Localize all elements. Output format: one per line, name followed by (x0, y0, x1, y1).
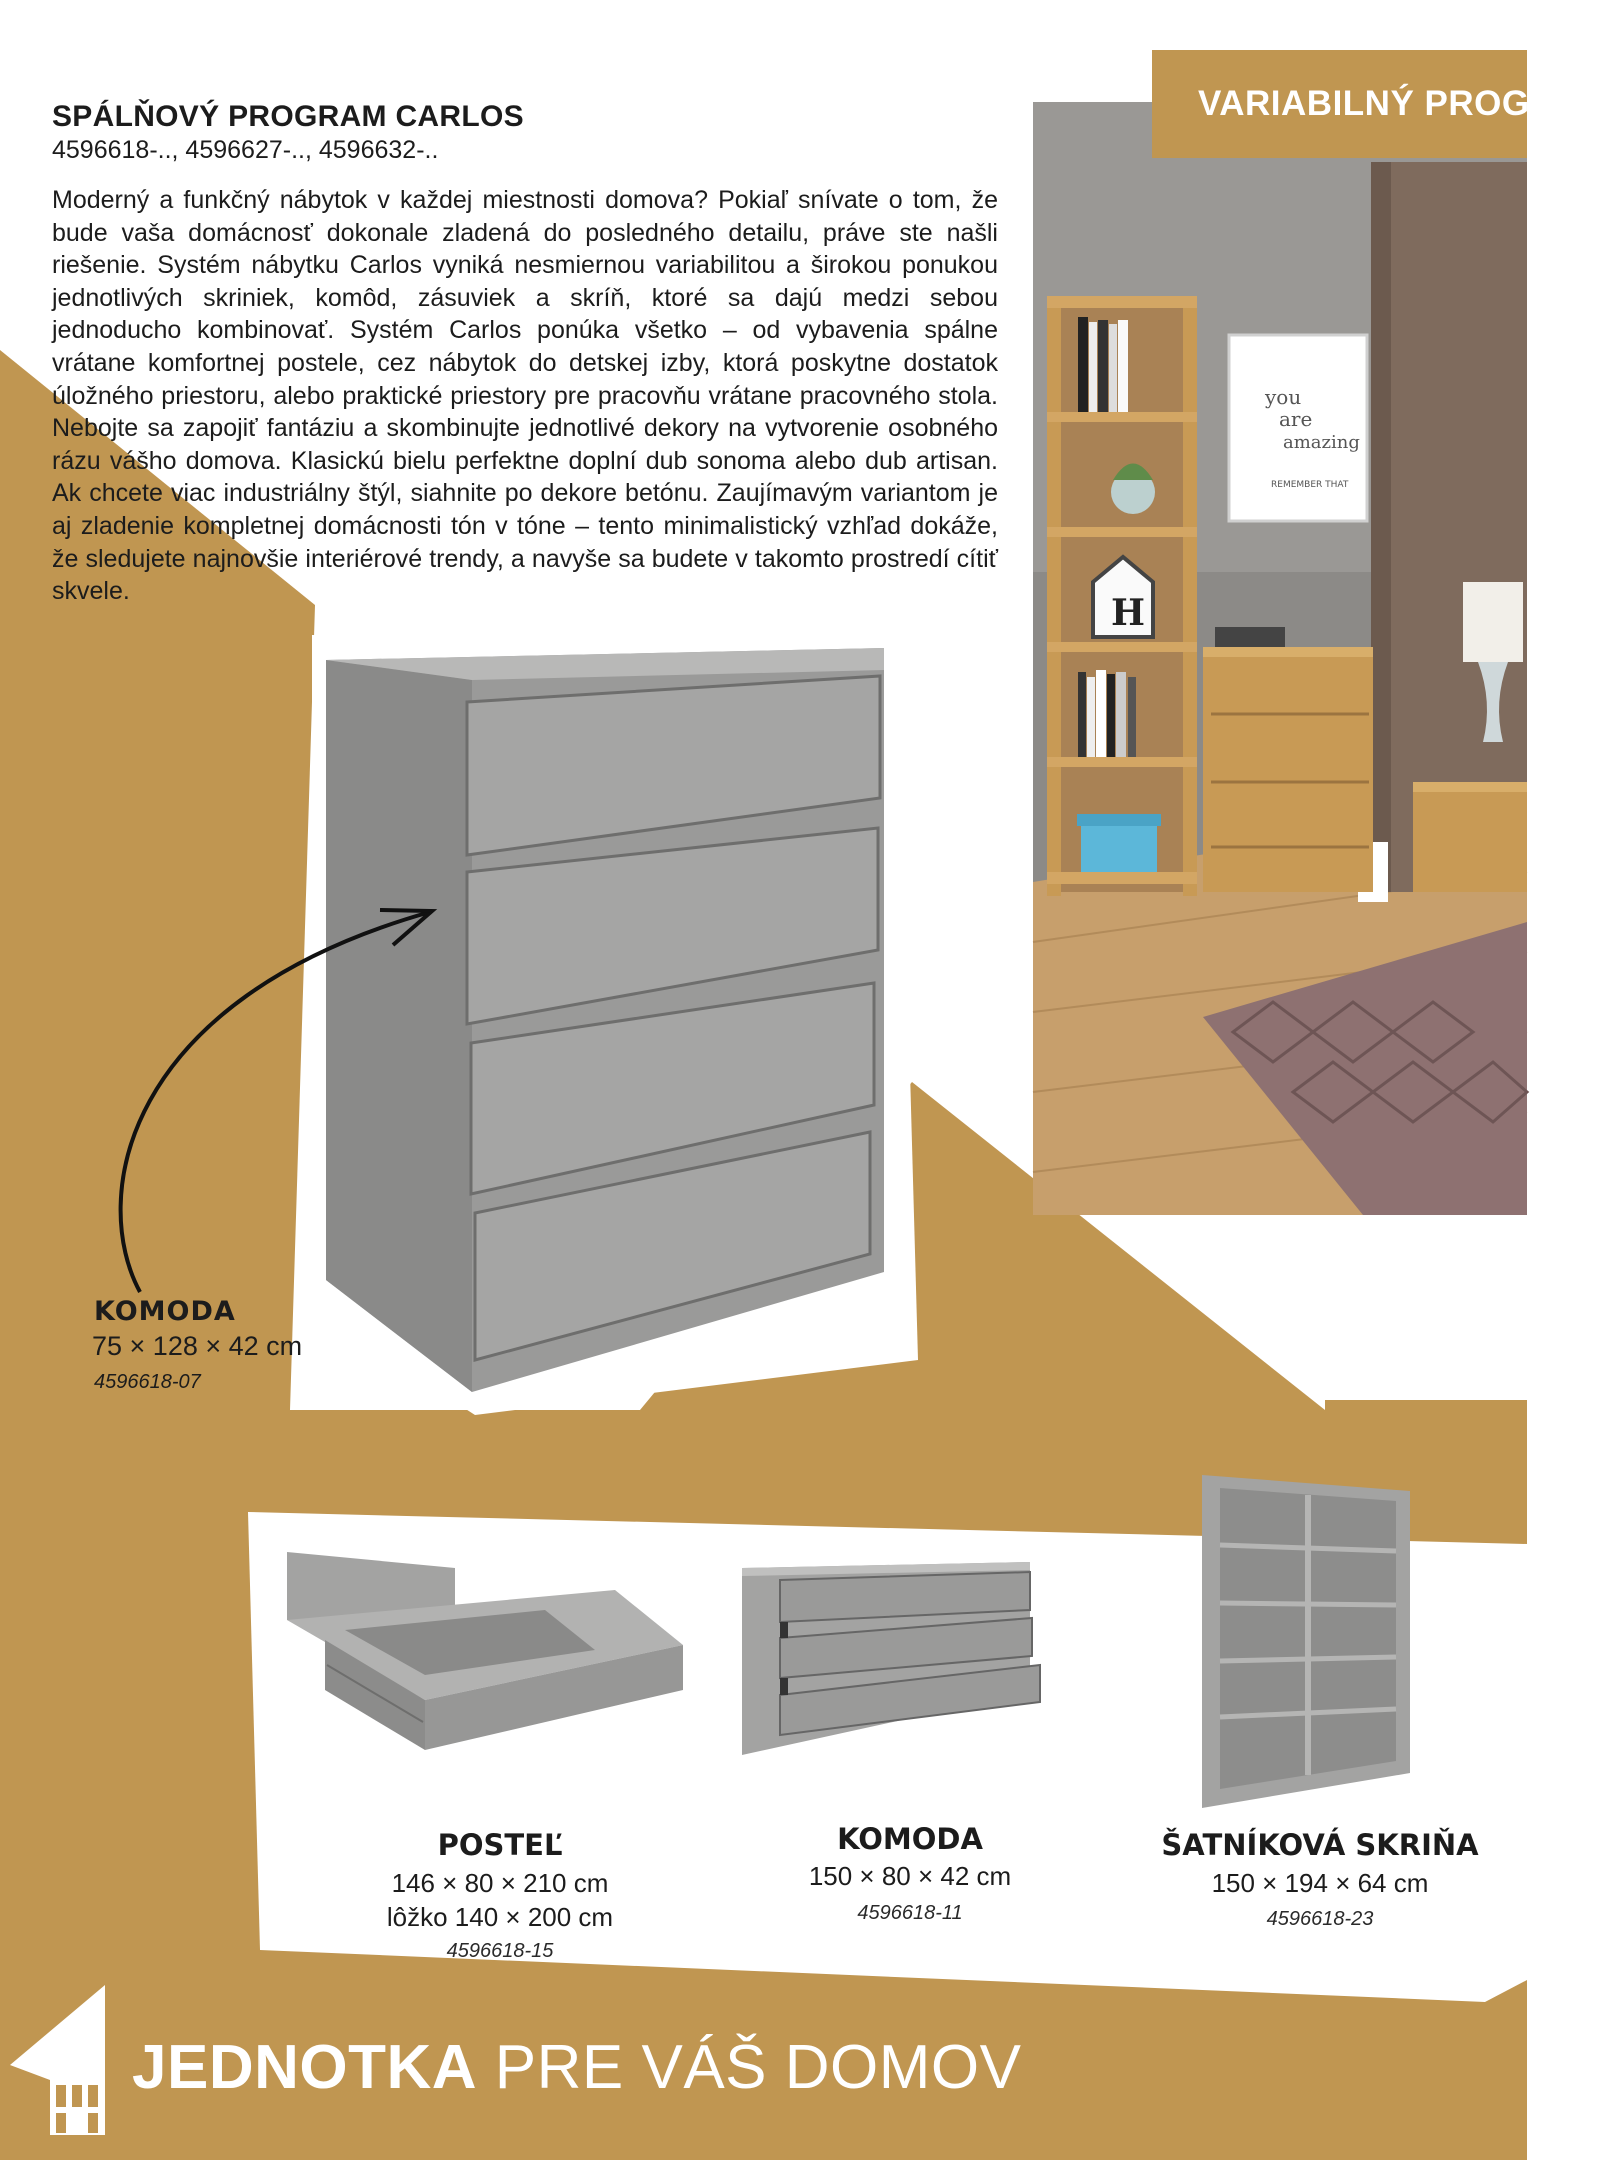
page-title: SPÁLŇOVÝ PROGRAM CARLOS (52, 100, 524, 133)
product-title-postel: POSTEĽ (437, 1828, 563, 1862)
featured-title: KOMODA (94, 1296, 236, 1327)
featured-code: 4596618-07 (94, 1371, 201, 1393)
oak-dresser (1203, 627, 1373, 892)
intro-paragraph: Moderný a funkčný nábytok v každej miestnosti domova? Pokiaľ snívate o tom, že bude vaša domácnosť dokonale zladená do posledného detailu, práve ste našli riešenie. Systém nábytku Carlos vyniká nesmiernou variabilitou a širokou ponukou jednotlivých skriniek, komôd, zásuviek a skríň, ktoré sa dajú medzi sebou jednoducho kombinovať. Systém Carlos ponúka všetko – od vybavenia spálne vrátane komfortnej postele, cez nábytok do detskej izby, ktorá poskytne dostatok úložného priestoru, alebo praktické priestory pre pracovňu vrátane pracovného stola. Nebojte sa zapojiť fantáziu a skombinujte jednotlivé dekory na vytvorenie osobného rázu vášho domova. Klasickú bielu perfektne doplní dub sonoma alebo dub artisan. Ak chcete viac industriálny štýl, siahnite po dekore betónu. Zaujímavým variantom je aj zladenie kompletnej domácnosti tón v tóne – tento minimalistický vzhľad dokáže, že sledujete najnovšie interiérové trendy, a navyše sa budete v takomto prostredí cítiť skvele. (52, 186, 998, 606)
product-dimensions-komoda: 150 × 80 × 42 cm (808, 1861, 1012, 1891)
product-dimensions-postel: 146 × 80 × 210 cm (391, 1868, 609, 1898)
art-text-2: are (1279, 407, 1313, 431)
product-code-postel: 4596618-15 (446, 1940, 554, 1962)
product-code-skrina: 4596618-23 (1266, 1908, 1374, 1930)
footer-bold: JEDNOTKA (132, 2033, 478, 2102)
svg-text:H: H (1111, 592, 1146, 634)
footer-slogan (132, 2032, 1021, 2103)
product-code-komoda: 4596618-11 (857, 1902, 963, 1924)
product-extra-postel: lôžko 140 × 200 cm (386, 1902, 614, 1932)
bed-image (285, 1550, 685, 1750)
banner-variabilny-program: VARIABILNÝ PROGRAM (1152, 50, 1527, 158)
product-codes: 4596618-.., 4596627-.., 4596632-.. (52, 136, 439, 164)
product-title-skrina: ŠATNÍKOVÁ SKRIŇA (1161, 1828, 1479, 1862)
room-photo (1033, 102, 1527, 1215)
art-text-1: you (1265, 385, 1302, 409)
wide-dresser-image (740, 1560, 1050, 1760)
featured-dimensions: 75 × 128 × 42 cm (92, 1331, 303, 1361)
house-logo-icon (10, 1985, 120, 2135)
footer-light: PRE VÁŠ DOMOV (494, 2033, 1022, 2102)
wardrobe-image (1200, 1473, 1420, 1813)
art-text-4: REMEMBER THAT (1271, 480, 1349, 490)
art-text-3: amazing (1283, 432, 1360, 453)
bookshelf (1047, 296, 1197, 896)
product-title-komoda: KOMODA (837, 1822, 983, 1856)
pointer-arrow (110, 900, 450, 1300)
product-dimensions-skrina: 150 × 194 × 64 cm (1211, 1868, 1429, 1898)
